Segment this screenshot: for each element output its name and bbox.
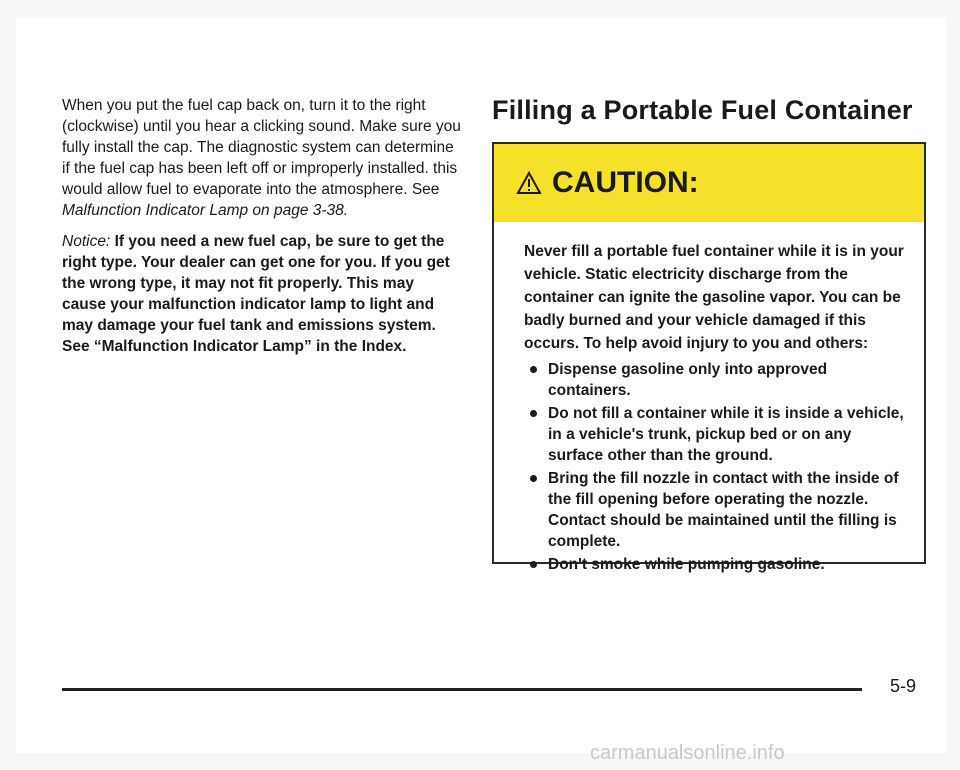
warning-triangle-icon xyxy=(516,171,542,195)
caution-banner xyxy=(494,144,924,222)
notice-text: If you need a new fuel cap, be sure to get the right type. Your dealer can get one for you. If you get the wrong type, it may not fit properly. This may cause your malfunction indicator lamp to light and may damage your fuel tank and emissions system. See “Malfunction Indicator Lamp” in the Index. xyxy=(62,233,450,355)
notice-label: Notice: xyxy=(62,233,111,250)
bullet-icon xyxy=(530,475,537,482)
caution-heading xyxy=(516,166,699,200)
bullet-icon xyxy=(530,410,537,417)
footer-rule xyxy=(62,688,862,691)
fuel-cap-paragraph xyxy=(62,95,462,221)
notice-paragraph xyxy=(62,231,462,357)
page-number: 5-9 xyxy=(890,676,917,696)
watermark: carmanualsonline.info xyxy=(590,742,785,764)
section-title: Filling a Portable Fuel Container xyxy=(492,95,913,125)
caution-list xyxy=(524,359,906,575)
caution-intro: Never fill a portable fuel container while it is in your vehicle. Static electricity discharge from the container can ignite the gasoline vapor. You can be badly burned and your vehicle damaged if this occurs. To help avoid injury to you and others: xyxy=(524,243,904,352)
list-item: Don't smoke while pumping gasoline. xyxy=(524,554,906,575)
list-item: Bring the fill nozzle in contact with the inside of the fill opening before operating the nozzle. Contact should be maintained until the filling is complete. xyxy=(524,468,906,552)
caution-title: CAUTION: xyxy=(552,166,699,199)
malfunction-lamp-reference: Malfunction Indicator Lamp on page 3-38. xyxy=(62,202,349,219)
list-item: Dispense gasoline only into approved containers. xyxy=(524,359,906,401)
caution-body xyxy=(524,240,906,577)
fuel-cap-text: When you put the fuel cap back on, turn it to the right (clockwise) until you hear a clicking sound. Make sure you fully install the cap. The diagnostic system can determine if the fuel cap has been left off or improperly installed. this would allow fuel to evaporate into the atmosphere. See xyxy=(62,97,461,198)
bullet-icon xyxy=(530,561,537,568)
bullet-icon xyxy=(530,366,537,373)
list-item: Do not fill a container while it is inside a vehicle, in a vehicle's trunk, pickup bed or on any surface other than the ground. xyxy=(524,403,906,466)
left-column xyxy=(62,95,462,357)
caution-box xyxy=(492,142,926,573)
